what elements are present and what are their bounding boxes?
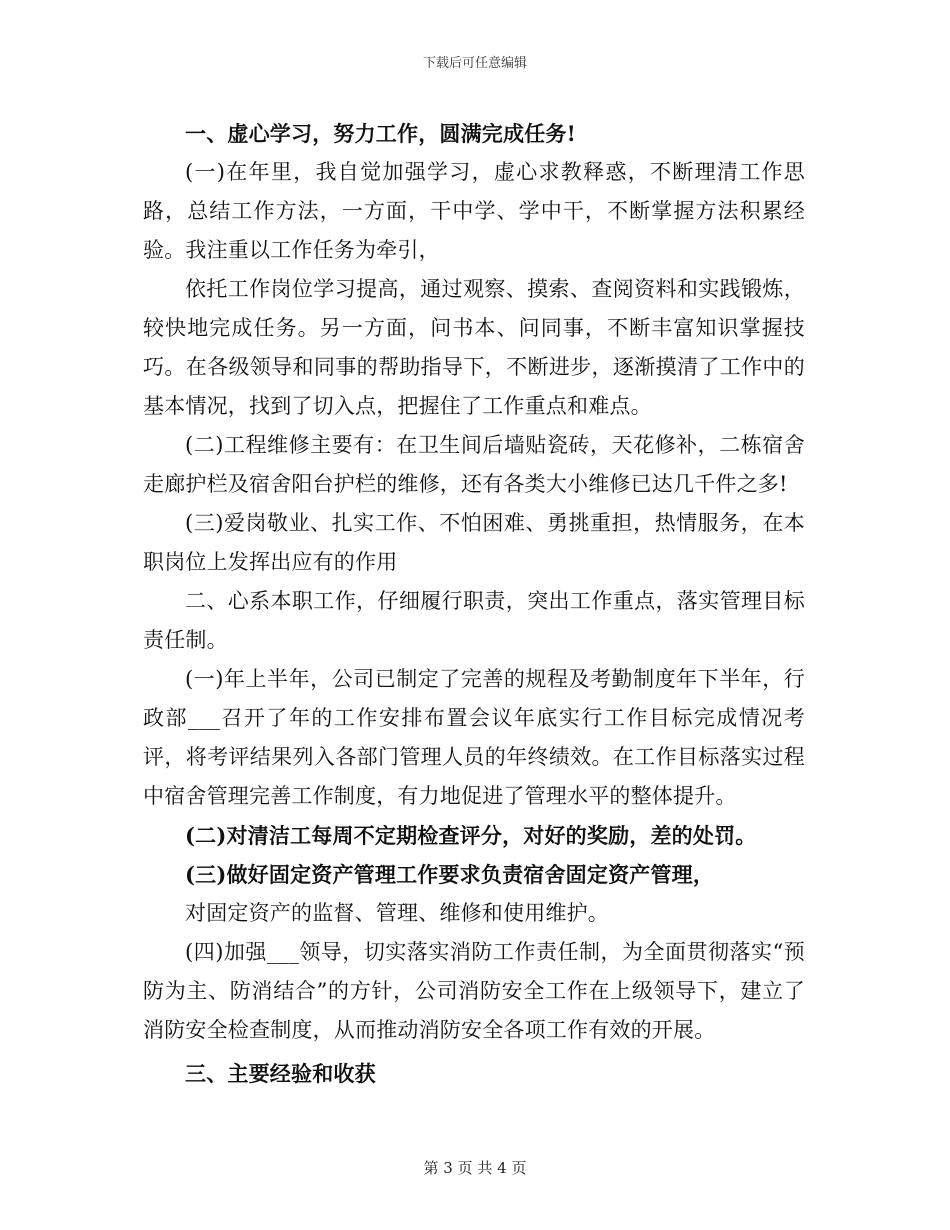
paragraph: (一)在年里，我自觉加强学习，虚心求教释惑，不断理清工作思路，总结工作方法，一方面，干中学、学中干，不断掌握方法积累经验。我注重以工作任务为牵引， bbox=[143, 160, 805, 262]
paragraph: 依托工作岗位学习提高，通过观察、摸索、查阅资料和实践锻炼，较快地完成任务。另一方面，问书本、问同事，不断丰富知识掌握技巧。在各级领导和同事的帮助指导下，不断进步，逐渐摸清了工作中的基本情况，找到了切入点，把握住了工作重点和难点。 bbox=[143, 277, 805, 418]
section-heading-3: 三、主要经验和收获 bbox=[185, 1061, 376, 1086]
paragraph: 对固定资产的监督、管理、维修和使用维护。 bbox=[185, 901, 609, 925]
page-footer: 第 3 页 共 4 页 bbox=[423, 1159, 527, 1177]
document-body bbox=[143, 110, 805, 1093]
bold-paragraph: (二)对清洁工每周不定期检查评分，对好的奖励，差的处罚。 bbox=[185, 823, 757, 848]
paragraph: (二)工程维修主要有：在卫生间后墙贴瓷砖，天花修补，二栋宿舍走廊护栏及宿舍阳台护栏的维修，还有各类大小维修已达几千件之多! bbox=[143, 433, 805, 496]
bold-paragraph: (三)做好固定资产管理工作要求负责宿舍固定资产管理， bbox=[185, 862, 715, 887]
page-header: 下载后可任意编辑 bbox=[422, 56, 527, 71]
section-heading-2: 二、心系本职工作，仔细履行职责，突出工作重点，落实管理目标责任制。 bbox=[143, 589, 805, 652]
paragraph: (三)爱岗敬业、扎实工作、不怕困难、勇挑重担，热情服务，在本职岗位上发挥出应有的作用 bbox=[143, 511, 805, 574]
section-heading-1: 一、虚心学习，努力工作，圆满完成任务! bbox=[185, 121, 577, 146]
paragraph: (一)年上半年，公司已制定了完善的规程及考勤制度年下半年，行政部___召开了年的工作安排布置会议年底实行工作目标完成情况考评，将考评结果列入各部门管理人员的年终绩效。在工作目标落实过程中宿舍管理完善工作制度，有力地促进了管理水平的整体提升。 bbox=[143, 667, 805, 808]
paragraph: (四)加强___领导，切实落实消防工作责任制，为全面贯彻落实“预防为主、防消结合”的方针，公司消防安全工作在上级领导下，建立了消防安全检查制度，从而推动消防安全各项工作有效的开展。 bbox=[143, 940, 805, 1042]
